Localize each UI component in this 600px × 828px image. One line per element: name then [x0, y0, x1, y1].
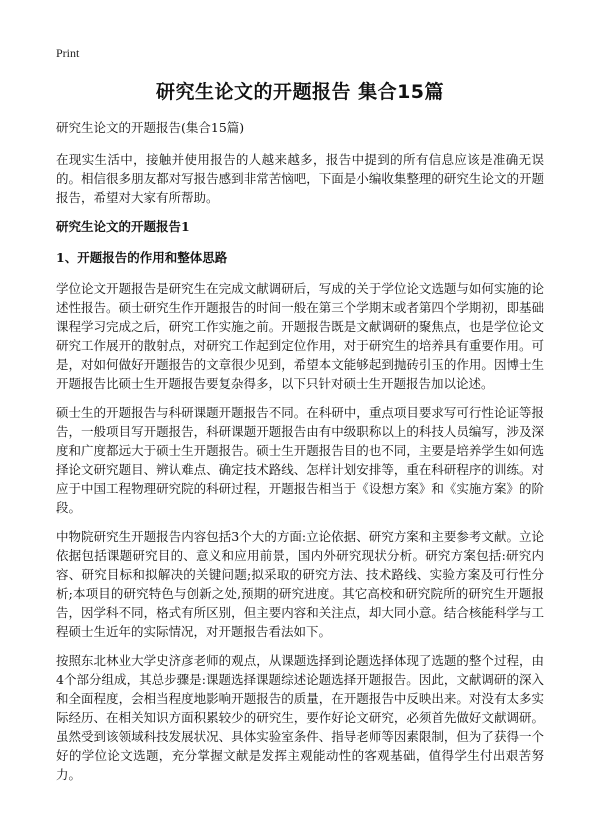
body-paragraph-4: 按照东北林业大学史济彦老师的观点，从课题选择到论题选择体现了选题的整个过程，由4个部分组成，其总步骤是:课题选择课题综述论题选择开题报告。因此，文献调研的深入和全面程度，会相当程度地影响开题报告的质量，在开题报告中反映出来。对没有太多实际经历、在相关知识方面积累较少的研究生，要作好论文研究，必须首先做好文献调研。虽然受到该领域科技发展状况、具体实验室条件、指导老师等因素限制，但为了获得一个好的学位论文选题，充分掌握文献是发挥主观能动性的客观基础，值得学生付出艰苦努力。 [56, 653, 544, 782]
document-title: 研究生论文的开题报告 集合15篇 [155, 81, 445, 103]
document-body [56, 120, 544, 794]
intro-paragraph: 在现实生活中，接触并使用报告的人越来越多，报告中提到的所有信息应该是准确无误的。相信很多朋友都对写报告感到非常苦恼吧，下面是小编收集整理的研究生论文的开题报告，希望对大家有所帮助。 [56, 152, 544, 205]
document-subtitle: 研究生论文的开题报告(集合15篇) [56, 120, 245, 135]
body-paragraph-1: 学位论文开题报告是研究生在完成文献调研后，写成的关于学位论文选题与如何实施的论述性报告。硕士研究生作开题报告的时间一般在第三个学期末或者第四个学期初，即基础课程学习完成之后，研究工作实施之前。开题报告既是文献调研的聚焦点，也是学位论文研究工作展开的散射点，对研究工作起到定位作用，对于研究生的培养具有重要作用。可是，对如何做好开题报告的文章很少见到，希望本文能够起到抛砖引玉的作用。因博士生开题报告比硕士生开题报告要复杂得多，以下只针对硕士生开题报告加以论述。 [56, 281, 544, 391]
body-paragraph-3: 中物院研究生开题报告内容包括3个大的方面:立论依据、研究方案和主要参考文献。立论依据包括课题研究目的、意义和应用前景，国内外研究现状分析。研究方案包括:研究内容、研究目标和拟解决的关键问题;拟采取的研究方法、技术路线、实验方案及可行性分析;本项目的研究特色与创新之处,预期的研究进度。其它高校和研究院所的研究生开题报告，因学科不同，格式有所区别，但主要内容和关注点，却大同小意。结合核能科学与工程硕士生近年的实际情况，对开题报告看法如下。 [56, 529, 544, 639]
print-link[interactable]: Print [56, 46, 80, 60]
subsection-heading: 1、开题报告的作用和整体思路 [56, 250, 228, 265]
body-paragraph-2: 硕士生的开题报告与科研课题开题报告不同。在科研中，重点项目要求写可行性论证等报告，一般项目写开题报告，科研课题开题报告由有中级职称以上的科技人员编写，涉及深度和广度都远大于硕士生开题报告。硕士生开题报告目的也不同，主要是培养学生如何选择论文研究题目、辨认难点、确定技术路线、怎样计划安排等，重在科研程序的训练。对应于中国工程物理研究院的科研过程，开题报告相当于《设想方案》和《实施方案》的阶段。 [56, 405, 544, 515]
section-heading: 研究生论文的开题报告1 [56, 219, 190, 234]
